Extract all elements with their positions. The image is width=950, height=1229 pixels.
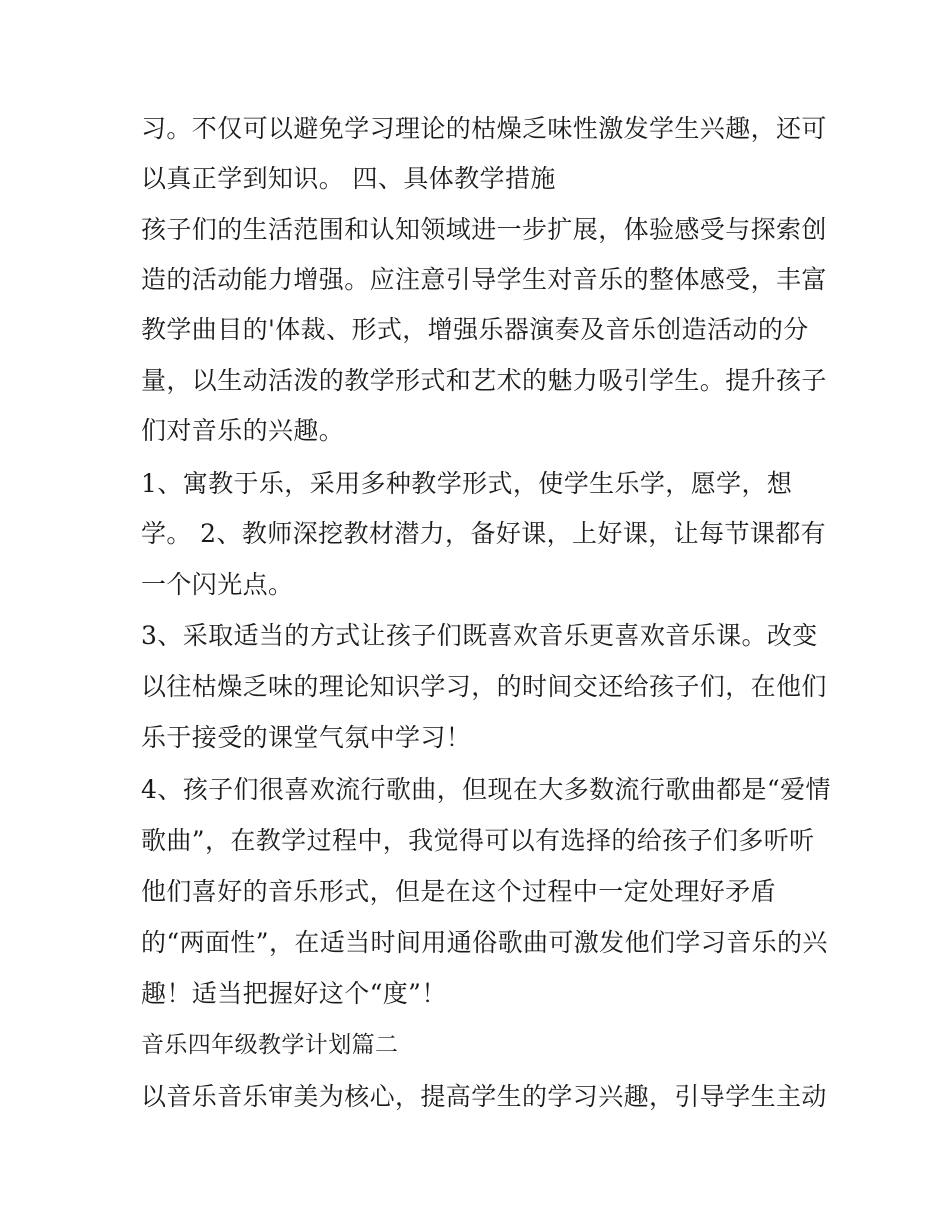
text-line: 量，以生动活泼的教学形式和艺术的魅力吸引学生。提升孩子 (141, 366, 827, 395)
text-line: 4、孩子们很喜欢流行歌曲，但现在大多数流行歌曲都是“爱情 (141, 775, 831, 804)
text-line: 以音乐音乐审美为核心，提高学生的学习兴趣，引导学生主动 (141, 1082, 827, 1111)
text-line: 他们喜好的音乐形式，但是在这个过程中一定处理好矛盾 (141, 877, 777, 906)
text-line: 1、寓教于乐，采用多种教学形式，使学生乐学，愿学，想 (141, 469, 793, 498)
text-line: 习。不仅可以避免学习理论的枯燥乏味性激发学生兴趣，还可 (141, 114, 827, 143)
text-line: 孩子们的生活范围和认知领域进一步扩展，体验感受与探索创 (141, 215, 827, 244)
text-line: 以真正学到知识。 四、具体教学措施 (141, 164, 556, 193)
text-line: 3、采取适当的方式让孩子们既喜欢音乐更喜欢音乐课。改变 (141, 621, 818, 650)
text-line: 的“两面性”，在适当时间用通俗歌曲可激发他们学习音乐的兴 (141, 928, 828, 957)
text-line: 们对音乐的兴趣。 (141, 416, 345, 445)
text-line: 造的活动能力增强。应注意引导学生对音乐的整体感受，丰富 (141, 265, 827, 294)
text-line: 乐于接受的课堂气氛中学习！ (141, 723, 472, 752)
text-line: 歌曲”，在教学过程中，我觉得可以有选择的给孩子们多听听 (141, 826, 815, 855)
text-line: 趣！适当把握好这个“度”！ (141, 979, 447, 1008)
text-line: 以往枯燥乏味的理论知识学习，的时间交还给孩子们，在他们 (141, 672, 827, 701)
text-line: 教学曲目的'体裁、形式，增强乐器演奏及音乐创造活动的分 (141, 315, 809, 344)
text-line: 学。 2、教师深挖教材潜力，备好课，上好课，让每节课都有 (141, 519, 827, 548)
section-heading: 音乐四年级教学计划篇二 (141, 1032, 399, 1058)
text-line: 一个闪光点。 (141, 570, 294, 599)
